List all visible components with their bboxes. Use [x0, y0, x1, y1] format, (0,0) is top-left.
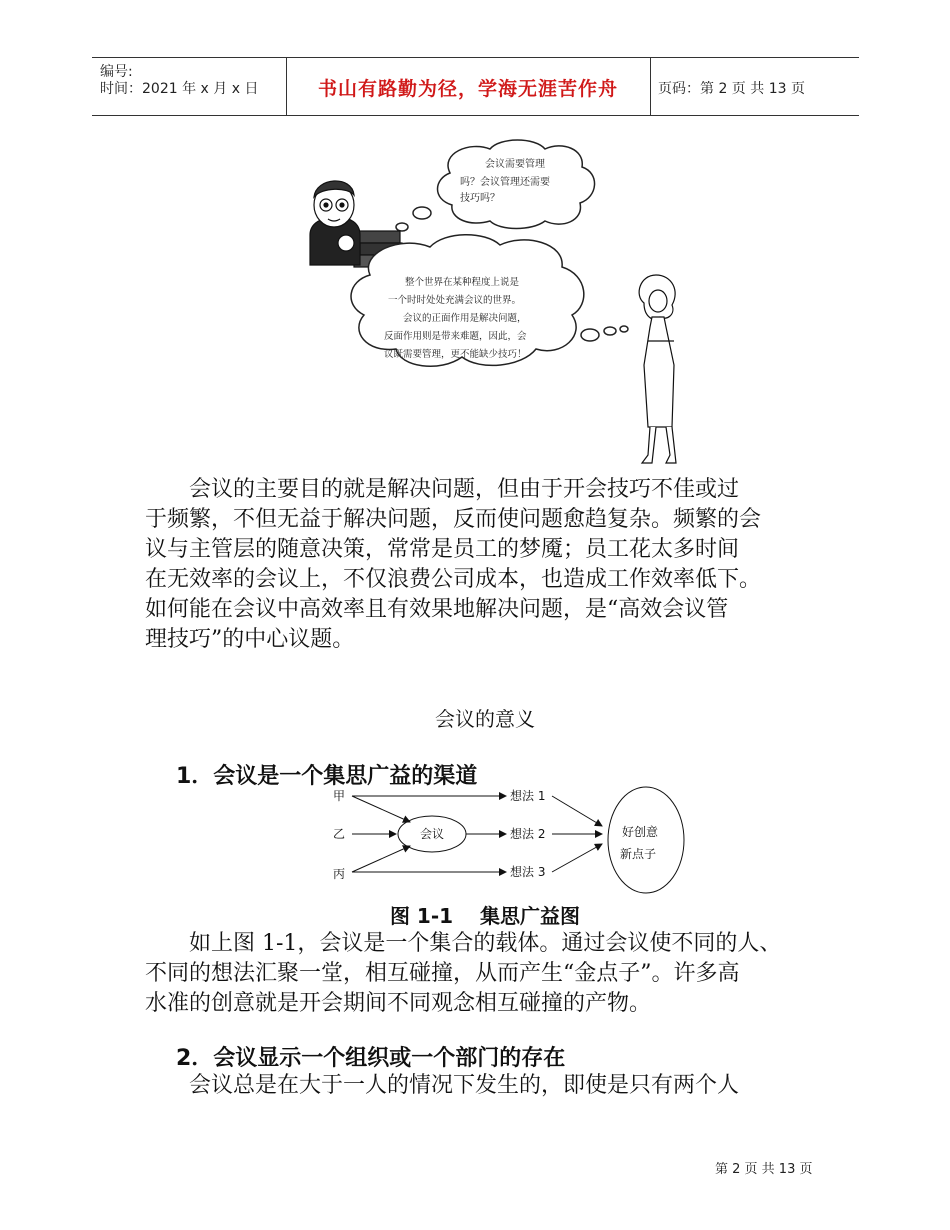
header-divider-right [650, 57, 651, 115]
input-jia: 甲 [333, 789, 346, 803]
intro-line: 理技巧”的中心议题。 [145, 627, 355, 652]
point2-line: 会议总是在大于一人的情况下发生的，即使是只有两个人 [189, 1073, 740, 1098]
point1-heading: 1．会议是一个集思广益的渠道 [176, 764, 478, 789]
point1-paragraph [145, 929, 825, 1019]
footer-page-number: 第 2 页 共 13 页 [715, 1162, 813, 1177]
bubble-main-line-2: 一个时时处处充满会议的世界。 [388, 295, 522, 306]
point1-line: 如上图 1-1，会议是一个集合的载体。通过会议使不同的人、 [189, 931, 782, 956]
header-number-label: 编号: [100, 64, 133, 80]
intro-line: 如何能在会议中高效率且有效果地解决问题，是“高效会议管 [145, 597, 729, 622]
intro-paragraph [145, 475, 825, 655]
header-time-label: 时间：2021 年 x 月 x 日 [100, 81, 259, 97]
result-line-1: 好创意 [622, 825, 659, 839]
thought-bubble-top [384, 140, 595, 240]
header-motto: 书山有路勤为径，学海无涯苦作舟 [317, 78, 618, 100]
header-top-rule [92, 57, 859, 58]
figure-caption: 图 1-1 集思广益图 [389, 904, 581, 928]
meeting-node-label: 会议 [420, 827, 445, 841]
bubble-main-line-1: 整个世界在某种程度上说是 [405, 277, 520, 288]
brainstorm-diagram [300, 782, 720, 894]
section-title: 会议的意义 [435, 707, 535, 731]
point1-line: 不同的想法汇聚一堂，相互碰撞，从而产生“金点子”。许多高 [145, 961, 740, 986]
idea-1: 想法 1 [510, 789, 546, 803]
bubble-top-line-2: 吗？会议管理还需要 [460, 177, 550, 188]
result-line-2: 新点子 [620, 847, 657, 861]
idea-3: 想法 3 [510, 865, 546, 879]
idea-2: 想法 2 [510, 827, 546, 841]
header-bottom-rule [92, 115, 859, 116]
bubble-top-line-1: 会议需要管理 [485, 159, 545, 170]
bubble-main-line-5: 议既需要管理，更不能缺少技巧！ [384, 349, 527, 360]
point2-heading: 2．会议显示一个组织或一个部门的存在 [176, 1046, 566, 1071]
bubble-main-line-3: 会议的正面作用是解决问题， [403, 313, 527, 324]
intro-line: 在无效率的会议上，不仅浪费公司成本，也造成工作效率低下。 [145, 567, 762, 592]
header-page-label: 页码：第 2 页 共 13 页 [658, 81, 805, 97]
woman-figure [639, 275, 676, 463]
intro-line: 会议的主要目的就是解决问题，但由于开会技巧不佳或过 [189, 477, 740, 502]
point2-paragraph [145, 1071, 825, 1101]
result-node [608, 787, 684, 893]
bubble-top-line-3: 技巧吗？ [460, 193, 500, 204]
intro-line: 议与主管层的随意决策，常常是员工的梦魇；员工花太多时间 [145, 537, 740, 562]
input-bing: 丙 [333, 867, 346, 881]
bubble-main-line-4: 反面作用则是带来难题，因此，会 [384, 331, 527, 342]
input-yi: 乙 [333, 827, 346, 841]
point1-line: 水准的创意就是开会期间不同观念相互碰撞的产物。 [145, 991, 652, 1016]
intro-line: 于频繁，不但无益于解决问题，反而使问题愈趋复杂。频繁的会 [145, 507, 762, 532]
cartoon-illustration [300, 135, 720, 470]
